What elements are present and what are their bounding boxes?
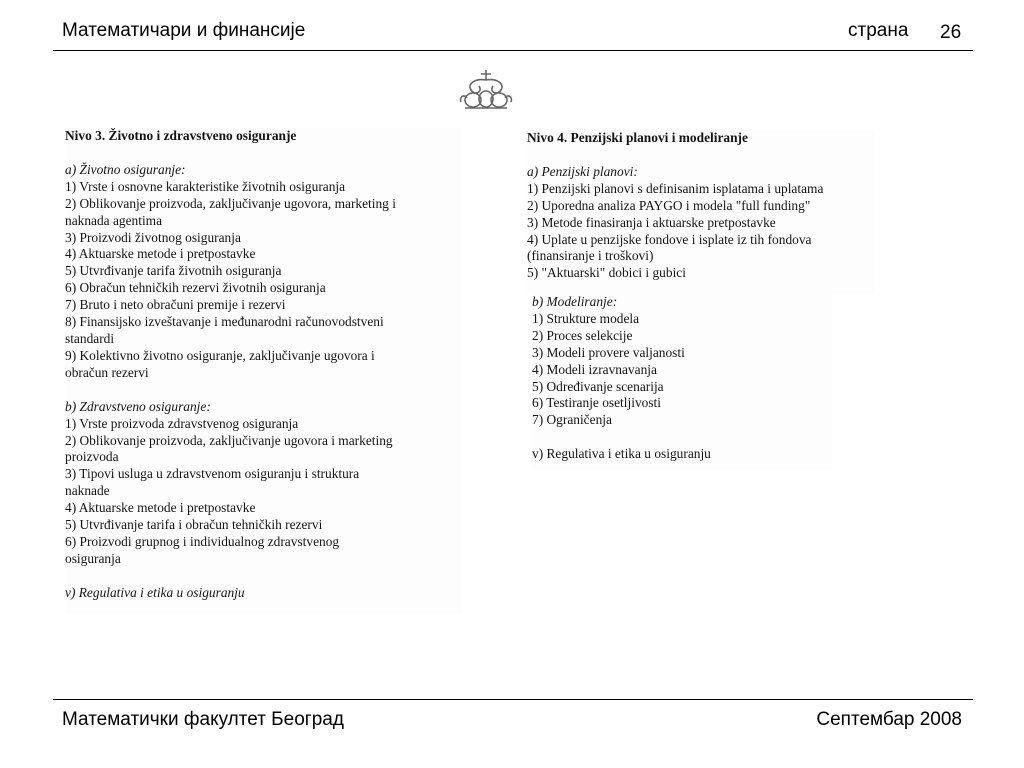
list-item: naknada agentima [65, 212, 163, 228]
header-rule [53, 50, 973, 51]
nivo4-title: Nivo 4. Penzijski planovi i modeliranje [527, 130, 748, 145]
list-item: 6) Testiranje osetljivosti [532, 395, 661, 411]
list-item: standardi [65, 330, 115, 346]
nivo3-v-heading: v) Regulativa i etika u osiguranju [65, 584, 245, 600]
list-item: 2) Oblikovanje proizvoda, zaključivanje ugovora, marketing i [65, 195, 396, 211]
nivo4-b-heading: b) Modeliranje: [532, 294, 618, 309]
list-item: obračun rezervi [65, 364, 149, 380]
nivo4-scanned-text-b [532, 294, 832, 470]
list-item: 6) Obračun tehničkih rezervi životnih osiguranja [65, 280, 326, 296]
page-number: 26 [940, 22, 962, 43]
nivo4-v-heading: v) Regulativa i etika u osiguranju [532, 446, 711, 462]
list-item: 4) Modeli izravnavanja [532, 361, 657, 377]
page-label: страна [848, 20, 909, 41]
nivo3-title: Nivo 3. Životno i zdravstveno osiguranje [65, 128, 297, 143]
list-item: 5) Utvrđivanje tarifa životnih osiguranja [65, 263, 282, 279]
list-item: 3) Proizvodi životnog osiguranja [65, 229, 241, 245]
nivo4-scanned-text-a [527, 130, 875, 294]
list-item: 6) Proizvodi grupnog i individualnog zdravstvenog [65, 533, 340, 549]
footer-date: Септембар 2008 [816, 709, 962, 730]
list-item: 4) Aktuarske metode i pretpostavke [65, 500, 256, 516]
list-item: 3) Metode finasiranja i aktuarske pretpostavke [527, 214, 776, 230]
list-item: 2) Proces selekcije [532, 327, 633, 343]
list-item: 1) Strukture modela [532, 310, 640, 326]
list-item: 5) Određivanje scenarija [532, 378, 664, 394]
list-item: (finansiranje i troškovi) [527, 248, 654, 264]
decorative-ornament-icon [455, 66, 517, 114]
list-item: 9) Kolektivno životno osiguranje, zaključivanje ugovora i [65, 347, 375, 363]
nivo3-b-heading: b) Zdravstveno osiguranje: [65, 398, 211, 414]
list-item: 7) Ograničenja [532, 412, 612, 428]
nivo3-scanned-text [65, 128, 463, 614]
list-item: 1) Vrste proizvoda zdravstvenog osiguranja [65, 415, 299, 431]
list-item: 1) Penzijski planovi s definisanim isplatama i uplatama [527, 180, 824, 196]
list-item: osiguranja [65, 550, 121, 566]
footer-faculty: Математички факултет Београд [62, 709, 344, 730]
list-item: 5) Utvrđivanje tarifa i obračun tehničkih rezervi [65, 517, 323, 533]
list-item: 8) Finansijsko izveštavanje i međunarodni računovodstveni [65, 314, 384, 330]
list-item: 7) Bruto i neto obračuni premije i rezervi [65, 297, 286, 313]
list-item: 2) Uporedna analiza PAYGO i modela "full funding" [527, 197, 811, 213]
list-item: naknade [65, 483, 110, 499]
list-item: 3) Tipovi usluga u zdravstvenom osiguranju i struktura [65, 466, 360, 482]
list-item: 4) Uplate u penzijske fondove i isplate iz tih fondova [527, 231, 812, 247]
list-item: 1) Vrste i osnovne karakteristike životnih osiguranja [65, 178, 346, 194]
nivo3-a-heading: a) Životno osiguranje: [65, 161, 186, 177]
footer-rule [53, 699, 973, 700]
list-item: 2) Oblikovanje proizvoda, zaključivanje ugovora i marketing [65, 432, 393, 448]
list-item: proizvoda [65, 449, 119, 465]
list-item: 5) "Aktuarski" dobici i gubici [527, 265, 686, 281]
list-item: 3) Modeli provere valjanosti [532, 344, 685, 360]
list-item: 4) Aktuarske metode i pretpostavke [65, 246, 256, 262]
slide-header-title: Математичари и финансије [62, 20, 306, 41]
nivo4-a-heading: a) Penzijski planovi: [527, 163, 638, 179]
